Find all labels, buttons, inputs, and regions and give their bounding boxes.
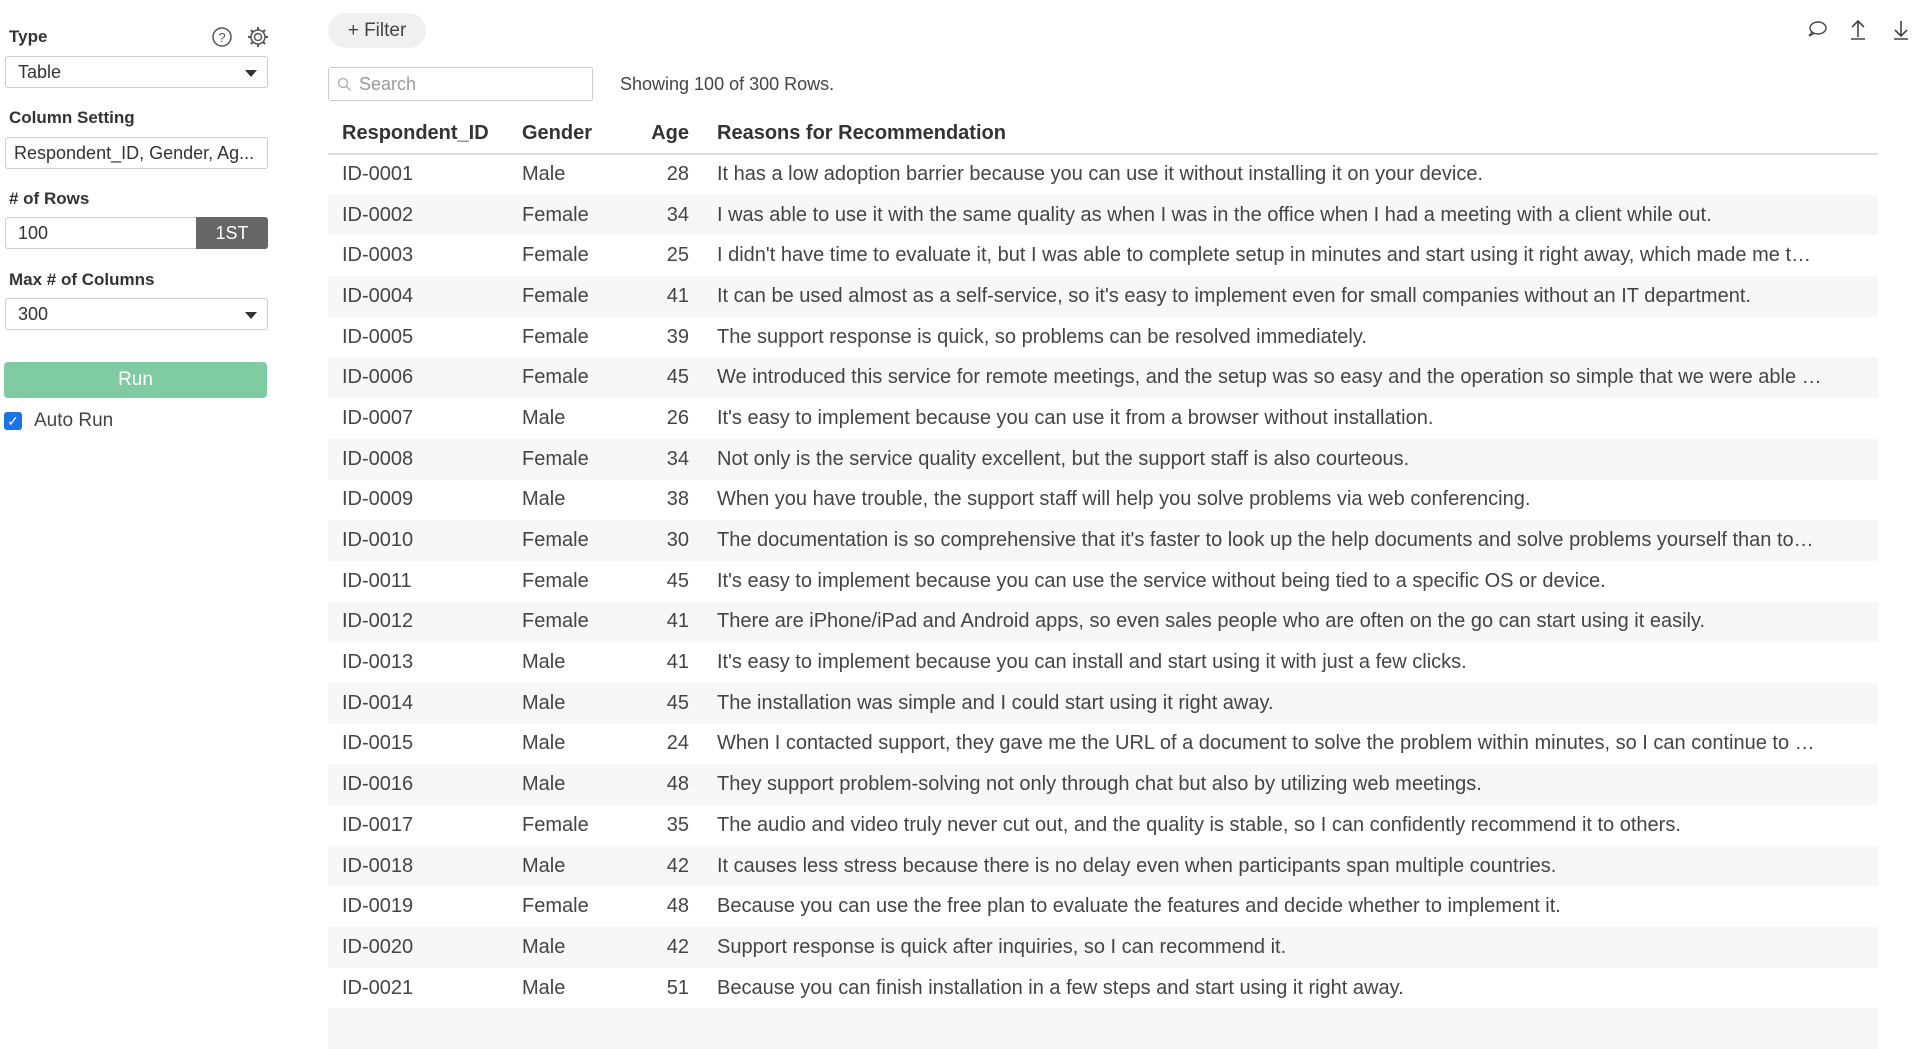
cell-age: 48 [666,895,689,918]
cell-reason: It's easy to implement because you can use it from a browser without installation. [717,406,1434,429]
chevron-down-icon [245,70,257,77]
cell-age: 39 [666,325,689,348]
table-row [328,276,1878,317]
type-select[interactable] [5,56,268,88]
table-row [328,724,1878,765]
cell-reason: It has a low adoption barrier because you can use it without installing it on your device. [717,163,1483,186]
cell-respondent-id: ID-0012 [328,602,508,643]
cell-respondent-id: ID-0002 [328,195,508,236]
cell-gender: Male [508,846,623,887]
table-header-row [328,114,1878,154]
cell-reason: It's easy to implement because you can install and start using it with just a few clicks. [717,651,1467,674]
cell-respondent-id: ID-0001 [342,163,414,186]
cell-respondent-id: ID-0007 [342,406,414,429]
cell-respondent-id: ID-0013 [342,651,414,674]
cell-reason: When you have trouble, the support staff will help you solve problems via web conferencing. [717,488,1531,511]
cell-reason: When I contacted support, they gave me the URL of a document to solve the problem within minutes, so I can continue to … [717,732,1815,755]
first-rows-button[interactable]: 1ST [196,217,268,249]
type-label: Type [9,27,48,46]
upload-icon[interactable] [1847,18,1869,42]
filter-label: Filter [364,20,407,41]
table-row [328,683,1878,724]
data-table [328,114,1878,1049]
cell-gender: Male [508,764,623,805]
table-row [328,520,1878,561]
cell-reason: The support response is quick, so problems can be resolved immediately. [717,325,1367,348]
cell-age: 42 [623,846,703,887]
cell-age: 34 [623,439,703,480]
cell-gender: Male [522,651,566,674]
cell-reason: It can be used almost as a self-service, so it's easy to implement even for small companies without an IT department. [703,276,1878,317]
svg-text:?: ? [218,30,226,45]
cell-age: 41 [623,602,703,643]
cell-age: 48 [623,764,703,805]
cell-gender: Female [522,244,589,267]
cell-respondent-id: ID-0010 [328,520,508,561]
cell-gender: Male [522,488,566,511]
rows-input[interactable]: 100 [5,217,205,249]
cell-gender: Female [522,895,589,918]
cell-respondent-id: ID-0019 [342,895,414,918]
column-header-age[interactable]: Age [623,114,703,154]
gear-icon[interactable] [246,25,270,49]
cell-respondent-id: ID-0004 [328,276,508,317]
cell-reason: I didn't have time to evaluate it, but I was able to complete setup in minutes and start using it right away, which made me t… [717,244,1812,267]
cell-gender: Female [522,569,589,592]
table-row [328,195,1878,236]
table-row [328,927,1878,968]
cell-gender: Female [522,325,589,348]
table-row [328,602,1878,643]
cell-respondent-id: ID-0005 [342,325,414,348]
cell-age: 35 [666,813,689,836]
cell-age: 28 [666,163,689,186]
table-row-partial [328,1008,1878,1049]
cell-age: 45 [666,569,689,592]
cell-gender: Male [522,976,566,999]
cell-reason: The audio and video truly never cut out, and the quality is stable, so I can confidently recommend it to others. [717,813,1681,836]
cell-gender: Male [522,732,566,755]
cell-age: 41 [623,276,703,317]
auto-run-checkbox[interactable]: ✓ [4,412,22,430]
cell-gender: Male [522,163,566,186]
cell-age: 38 [666,488,689,511]
run-button[interactable]: Run [4,362,267,398]
plus-icon: + [347,20,365,41]
cell-respondent-id: ID-0009 [342,488,414,511]
max-columns-select[interactable] [5,298,268,330]
table-row [328,886,1878,927]
cell-gender: Male [522,406,566,429]
cell-reason: I was able to use it with the same quality as when I was in the office when I had a meeting with a client while out. [703,195,1878,236]
cell-gender: Female [508,439,623,480]
cell-gender: Female [508,520,623,561]
cell-respondent-id: ID-0014 [328,683,508,724]
table-row [328,805,1878,846]
cell-gender: Female [522,813,589,836]
table-row [328,154,1878,195]
table-row [328,480,1878,521]
cell-reason: It causes less stress because there is no delay even when participants span multiple countries. [703,846,1878,887]
cell-reason: Not only is the service quality excellent, but the support staff is also courteous. [703,439,1878,480]
add-filter-button[interactable] [328,13,426,48]
cell-respondent-id: ID-0008 [328,439,508,480]
cell-age: 26 [666,406,689,429]
cell-respondent-id: ID-0016 [328,764,508,805]
cell-respondent-id: ID-0017 [342,813,414,836]
cell-respondent-id: ID-0015 [342,732,414,755]
table-row [328,398,1878,439]
search-input[interactable] [328,67,593,101]
auto-run-checkbox-row[interactable] [4,410,113,432]
help-icon[interactable] [211,26,233,48]
sidebar [0,0,275,1010]
cell-respondent-id: ID-0018 [328,846,508,887]
main-panel [328,0,1920,1010]
row-count-status: Showing 100 of 300 Rows. [620,74,835,94]
cell-gender: Female [508,602,623,643]
max-columns-label: Max # of Columns [9,270,155,289]
cell-reason: Because you can finish installation in a few steps and start using it right away. [717,976,1404,999]
auto-run-label: Auto Run [34,410,114,431]
cell-gender: Male [508,927,623,968]
cell-respondent-id: ID-0003 [342,244,414,267]
rows-label: # of Rows [9,189,90,208]
cell-reason: The documentation is so comprehensive that it's faster to look up the help documents and solve problems yourself than to… [703,520,1878,561]
table-row [328,968,1878,1009]
table-row [328,235,1878,276]
table-row [328,764,1878,805]
column-setting-input[interactable]: Respondent_ID, Gender, Ag... [5,137,268,169]
cell-reason: Support response is quick after inquiries, so I can recommend it. [703,927,1878,968]
column-header-gender[interactable]: Gender [508,114,623,154]
cell-reason: The installation was simple and I could start using it right away. [703,683,1878,724]
cell-age: 34 [623,195,703,236]
cell-age: 24 [666,732,689,755]
column-header-reasons[interactable]: Reasons for Recommendation [703,114,1878,154]
cell-reason: There are iPhone/iPad and Android apps, so even sales people who are often on the go can start using it easily. [703,602,1878,643]
chevron-down-icon [245,312,257,319]
cell-age: 41 [666,651,689,674]
cell-reason: We introduced this service for remote meetings, and the setup was so easy and the operation so simple that we were able … [703,357,1878,398]
cell-gender: Female [508,357,623,398]
cell-gender: Female [508,195,623,236]
cell-gender: Male [508,683,623,724]
cell-respondent-id: ID-0020 [328,927,508,968]
table-row [328,317,1878,358]
table-row [328,439,1878,480]
cell-gender: Female [508,276,623,317]
type-select-value: Table [18,62,62,82]
table-row [328,561,1878,602]
table-row [328,357,1878,398]
cell-age: 51 [666,976,689,999]
max-columns-value: 300 [18,304,49,324]
cell-reason: They support problem-solving not only through chat but also by utilizing web meetings. [703,764,1878,805]
search-icon [337,77,352,92]
table-row [328,642,1878,683]
cell-reason: Because you can use the free plan to evaluate the features and decide whether to implement it. [717,895,1561,918]
search-placeholder: Search [359,74,417,94]
column-header-respondent-id[interactable]: Respondent_ID [328,114,508,154]
column-setting-label: Column Setting [9,108,135,127]
cell-age: 30 [623,520,703,561]
cell-age: 42 [623,927,703,968]
cell-age: 45 [623,357,703,398]
cell-age: 25 [666,244,689,267]
cell-respondent-id: ID-0006 [328,357,508,398]
empty-cell [328,1008,1878,1049]
download-icon[interactable] [1890,18,1912,42]
cell-age: 45 [623,683,703,724]
cell-respondent-id: ID-0011 [342,569,412,592]
cell-reason: It's easy to implement because you can use the service without being tied to a specific OS or device. [717,569,1606,592]
cell-respondent-id: ID-0021 [342,976,414,999]
comment-icon[interactable] [1806,18,1828,40]
table-row [328,846,1878,887]
